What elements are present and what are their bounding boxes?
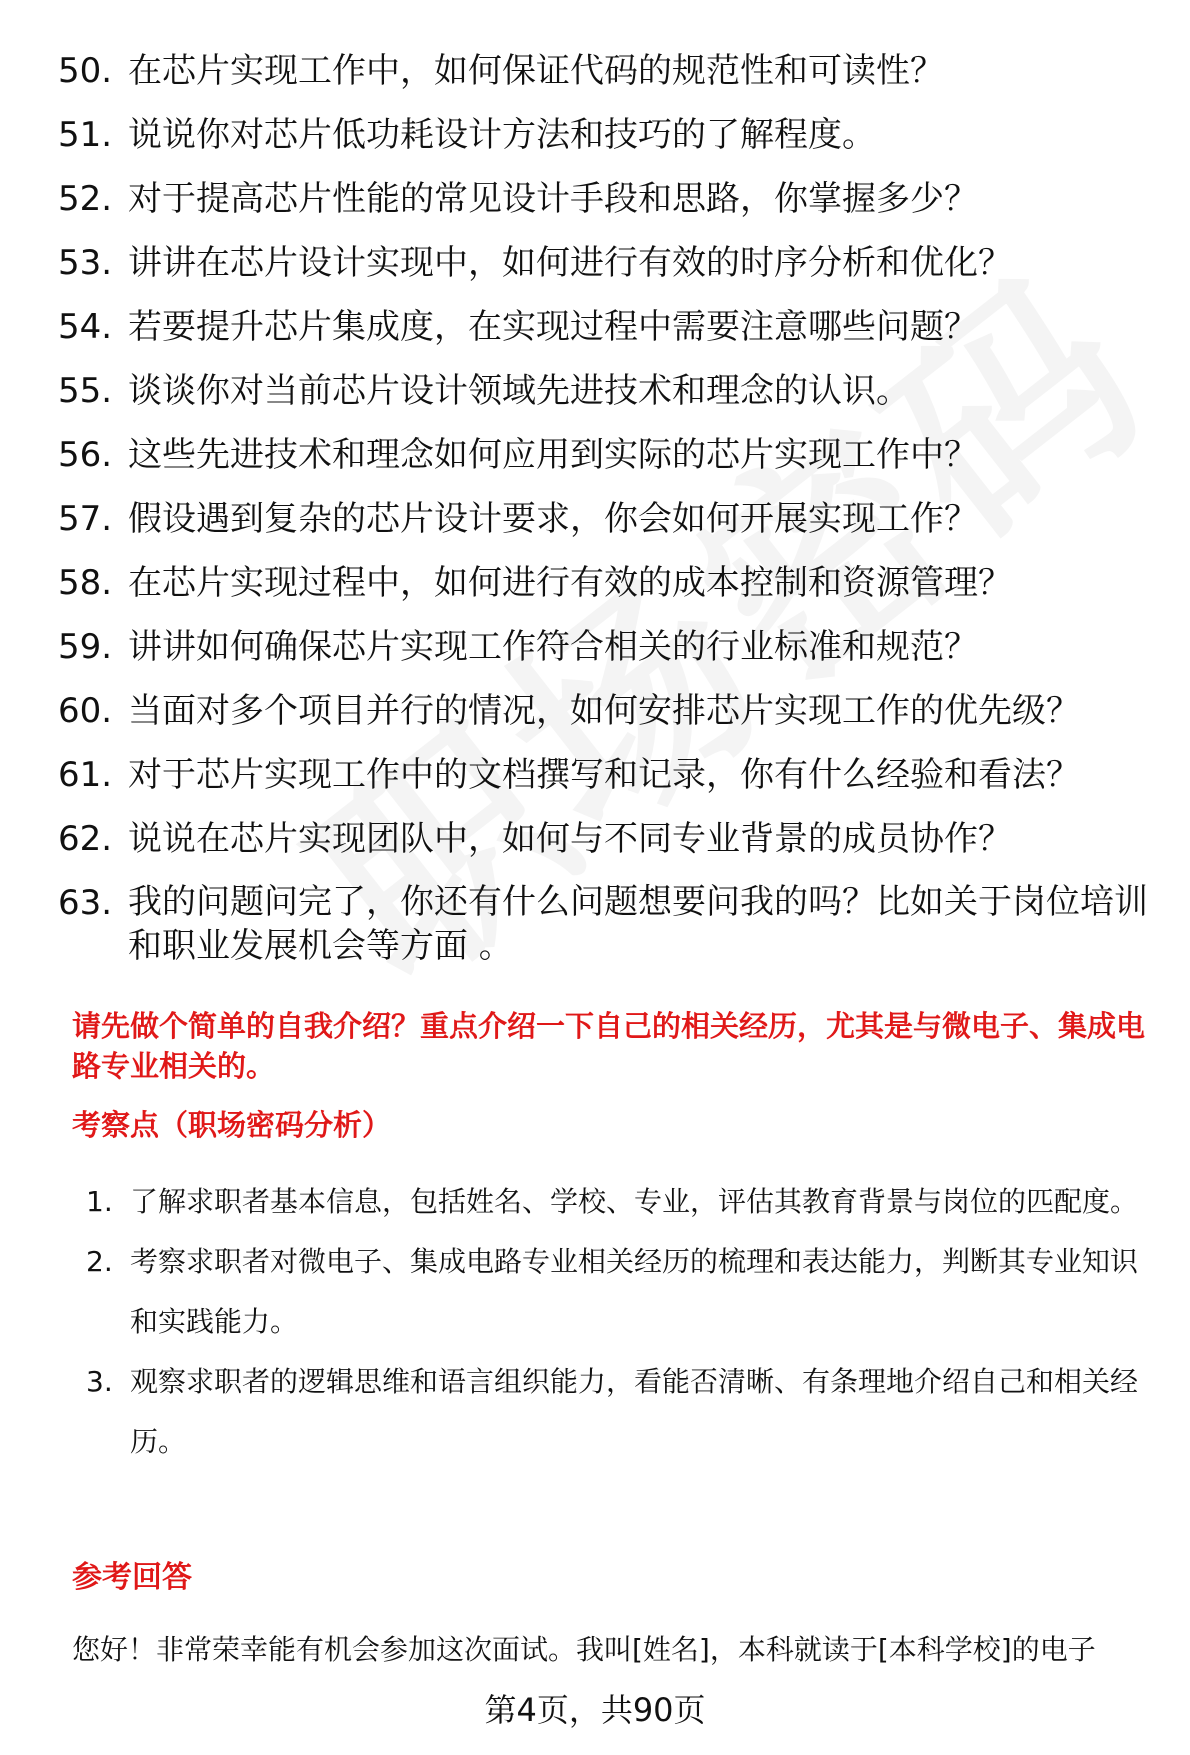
point-text: 考察求职者对微电子、集成电路专业相关经历的梳理和表达能力，判断其专业知识和实践能力。	[130, 1245, 1139, 1338]
question-text: 谈谈你对当前芯片设计领域先进技术和理念的认识。	[128, 371, 910, 411]
question-item	[58, 112, 1158, 158]
question-text: 若要提升芯片集成度，在实现过程中需要注意哪些问题？	[128, 307, 978, 347]
point-number: 2.	[86, 1245, 113, 1278]
page-footer: 第4页，共90页	[484, 1691, 706, 1729]
question-item	[58, 624, 1158, 670]
question-number: 59.	[58, 627, 113, 667]
question-number: 60.	[58, 691, 113, 731]
point-text: 了解求职者基本信息，包括姓名、学校、专业，评估其教育背景与岗位的匹配度。	[130, 1185, 1139, 1218]
question-number: 58.	[58, 563, 113, 603]
question-text: 讲讲在芯片设计实现中，如何进行有效的时序分析和优化？	[128, 243, 1012, 283]
question-text: 假设遇到复杂的芯片设计要求，你会如何开展实现工作？	[128, 499, 978, 539]
reference-answer-text: 您好！非常荣幸能有机会参加这次面试。我叫[姓名]，本科就读于[本科学校]的电子	[72, 1633, 1096, 1666]
question-item	[58, 688, 1158, 734]
question-text: 对于芯片实现工作中的文档撰写和记录，你有什么经验和看法？	[128, 755, 1080, 795]
question-item	[58, 176, 1158, 222]
question-item	[58, 816, 1158, 862]
question-item	[58, 880, 1158, 968]
question-text: 这些先进技术和理念如何应用到实际的芯片实现工作中？	[128, 435, 978, 475]
assessment-point-list	[86, 1172, 1161, 1472]
question-number: 56.	[58, 435, 113, 475]
question-item	[58, 368, 1158, 414]
question-item	[58, 496, 1158, 542]
question-number: 54.	[58, 307, 113, 347]
question-text: 在芯片实现过程中，如何进行有效的成本控制和资源管理？	[128, 563, 1012, 603]
assessment-point	[86, 1232, 1161, 1352]
question-text: 在芯片实现工作中，如何保证代码的规范性和可读性？	[128, 51, 944, 91]
point-number: 1.	[86, 1185, 113, 1218]
question-text: 讲讲如何确保芯片实现工作符合相关的行业标准和规范？	[128, 627, 978, 667]
question-text: 对于提高芯片性能的常见设计手段和思路，你掌握多少？	[128, 179, 978, 219]
question-text: 当面对多个项目并行的情况，如何安排芯片实现工作的优先级？	[128, 691, 1080, 731]
question-item	[58, 48, 1158, 94]
question-item	[58, 240, 1158, 286]
question-item	[58, 752, 1158, 798]
assessment-points-heading: 考察点（职场密码分析）	[72, 1108, 392, 1142]
assessment-point	[86, 1352, 1161, 1472]
main-question-heading: 请先做个简单的自我介绍？重点介绍一下自己的相关经历，尤其是与微电子、集成电路专业相关的。	[72, 1009, 1146, 1083]
point-number: 3.	[86, 1365, 113, 1398]
question-text: 我的问题问完了，你还有什么问题想要问我的吗？比如关于岗位培训和职业发展机会等方面 。	[128, 882, 1148, 966]
question-list	[58, 48, 1158, 986]
question-item	[58, 560, 1158, 606]
question-number: 57.	[58, 499, 113, 539]
question-text: 说说你对芯片低功耗设计方法和技巧的了解程度。	[128, 115, 876, 155]
question-number: 61.	[58, 755, 113, 795]
reference-answer-heading: 参考回答	[72, 1560, 192, 1595]
question-number: 62.	[58, 819, 113, 859]
question-item	[58, 304, 1158, 350]
question-number: 53.	[58, 243, 113, 283]
question-number: 63.	[58, 883, 113, 923]
point-text: 观察求职者的逻辑思维和语言组织能力，看能否清晰、有条理地介绍自己和相关经历。	[130, 1365, 1139, 1458]
question-number: 51.	[58, 115, 113, 155]
question-number: 55.	[58, 371, 113, 411]
question-text: 说说在芯片实现团队中，如何与不同专业背景的成员协作？	[128, 819, 1012, 859]
question-item	[58, 432, 1158, 478]
question-number: 52.	[58, 179, 113, 219]
question-number: 50.	[58, 51, 113, 91]
assessment-point	[86, 1172, 1161, 1232]
